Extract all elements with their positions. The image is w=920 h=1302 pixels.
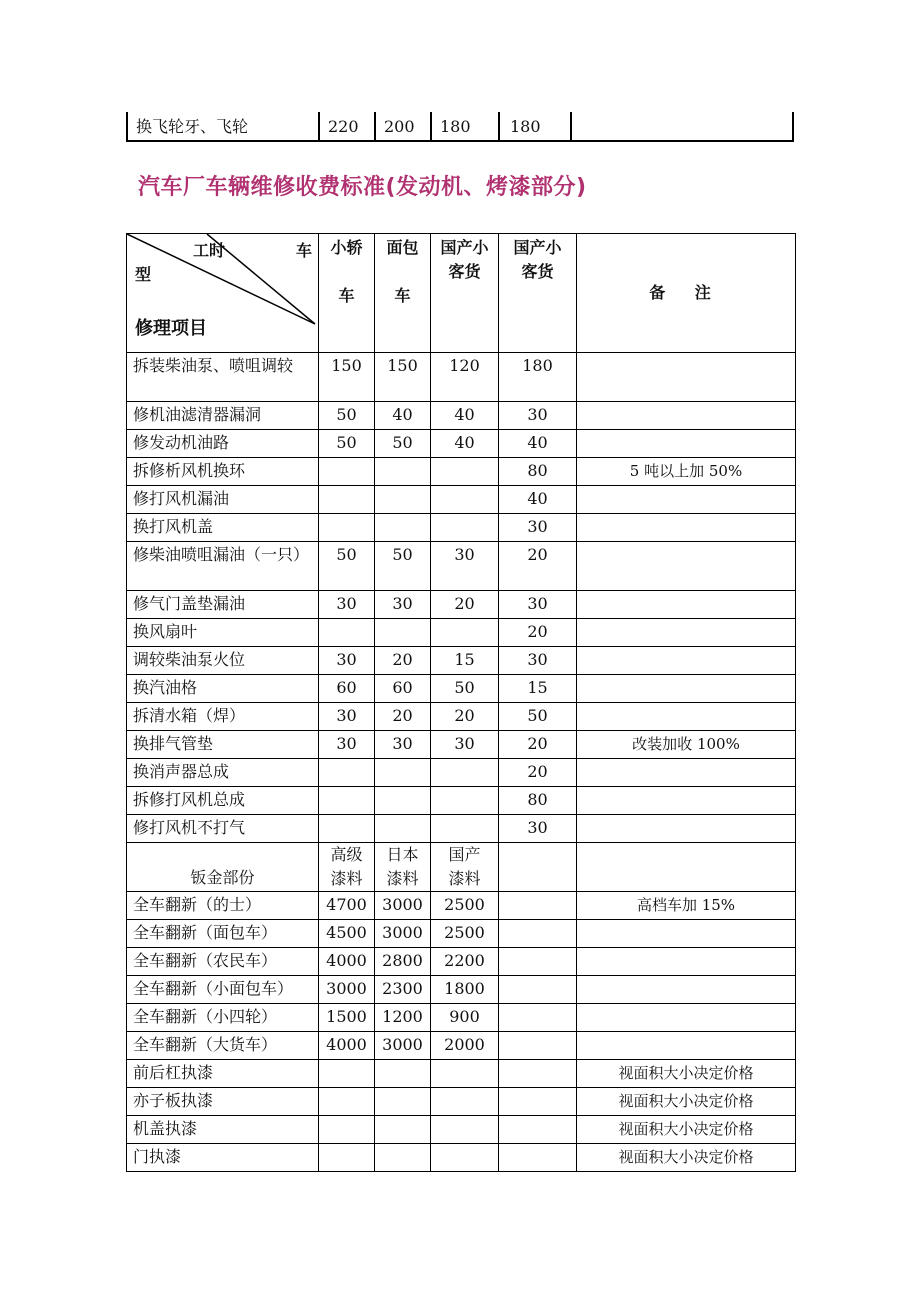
value-cell: 50 [319,430,375,458]
note-cell [577,948,796,976]
column-header-domestic-a [431,234,499,353]
item-cell: 换风扇叶 [127,619,319,647]
value-cell: 4500 [319,920,375,948]
table-row [127,353,796,402]
item-cell: 拆修打风机总成 [127,787,319,815]
table-row [127,787,796,815]
value-cell: 50 [375,542,431,591]
table-row [127,458,796,486]
value-cell [375,1060,431,1088]
table-row [127,1004,796,1032]
table-row [127,591,796,619]
item-cell: 门执漆 [127,1144,319,1172]
table-row [127,1144,796,1172]
item-cell: 拆清水箱（焊） [127,703,319,731]
value-cell: 220 [328,117,359,136]
value-cell: 20 [375,703,431,731]
table-row [127,647,796,675]
value-cell: 3000 [375,892,431,920]
item-cell: 全车翻新（小四轮） [127,1004,319,1032]
table-row [127,619,796,647]
table-row [127,920,796,948]
item-cell: 拆装柴油泵、喷咀调较 [127,353,319,402]
table-row [127,675,796,703]
value-cell [431,1088,499,1116]
table-row [127,759,796,787]
value-cell: 30 [319,703,375,731]
value-cell: 30 [499,647,577,675]
item-cell: 拆修析风机换环 [127,458,319,486]
value-cell [319,486,375,514]
value-cell: 150 [375,353,431,402]
paint-header-row [127,843,796,892]
paint-label: 漆料 [330,869,363,888]
value-cell: 30 [499,402,577,430]
table-row [127,892,796,920]
table-row [127,976,796,1004]
value-cell [375,1088,431,1116]
continuation-row [126,112,794,142]
note-cell [577,647,796,675]
value-cell [375,458,431,486]
paint-label: 高级 [330,845,363,864]
table-row [127,514,796,542]
value-cell [499,1004,577,1032]
item-cell: 换汽油格 [127,675,319,703]
value-cell [375,1116,431,1144]
note-cell [577,353,796,402]
value-cell: 4000 [319,948,375,976]
item-cell: 修柴油喷咀漏油（一只） [127,542,319,591]
value-cell [319,1144,375,1172]
table-row [127,430,796,458]
item-cell: 全车翻新（小面包车） [127,976,319,1004]
note-cell: 改装加收 100% [577,731,796,759]
paint-grade-high [319,843,375,892]
header-vehicle-label-a: 车 [295,241,312,260]
header-text: 车 [394,286,411,305]
value-cell: 40 [499,430,577,458]
note-cell [577,402,796,430]
item-cell: 亦子板执漆 [127,1088,319,1116]
value-cell: 60 [319,675,375,703]
table-row [127,1116,796,1144]
header-text: 小轿 [330,238,363,257]
table-row [127,815,796,843]
value-cell [431,815,499,843]
value-cell [499,976,577,1004]
row-border [318,112,320,140]
value-cell: 30 [499,815,577,843]
header-vehicle-label-b: 型 [135,265,152,284]
value-cell: 1500 [319,1004,375,1032]
value-cell: 40 [375,402,431,430]
value-cell: 20 [431,591,499,619]
header-text: 客货 [521,262,554,281]
value-cell [431,1060,499,1088]
item-cell: 全车翻新（面包车） [127,920,319,948]
value-cell: 150 [319,353,375,402]
paint-label: 国产 [448,845,481,864]
value-cell: 20 [499,542,577,591]
page-title: 汽车厂车辆维修收费标准(发动机、烤漆部分) [138,175,587,200]
value-cell: 20 [375,647,431,675]
table-row [127,1088,796,1116]
table-row [127,731,796,759]
item-cell: 换排气管垫 [127,731,319,759]
value-cell [499,948,577,976]
note-cell [577,703,796,731]
note-cell [577,1004,796,1032]
value-cell: 80 [499,458,577,486]
value-cell [499,1116,577,1144]
value-cell: 2000 [431,1032,499,1060]
paint-grade-domestic [431,843,499,892]
header-text: 客货 [448,262,481,281]
note-cell: 视面积大小决定价格 [577,1088,796,1116]
value-cell [431,759,499,787]
value-cell: 200 [384,117,415,136]
value-cell: 4700 [319,892,375,920]
item-cell: 前后杠执漆 [127,1060,319,1088]
value-cell: 180 [510,117,541,136]
sheet-metal-label: 钣金部份 [127,843,319,892]
value-cell [375,787,431,815]
value-cell: 2200 [431,948,499,976]
value-cell [319,1088,375,1116]
value-cell [499,892,577,920]
column-header-remarks: 备 注 [577,234,796,353]
value-cell: 4000 [319,1032,375,1060]
value-cell: 1800 [431,976,499,1004]
value-cell: 2500 [431,920,499,948]
header-repair-item-label: 修理项目 [135,318,207,339]
value-cell [375,619,431,647]
value-cell [319,458,375,486]
value-cell: 30 [375,731,431,759]
note-cell [577,759,796,787]
value-cell [499,1144,577,1172]
paint-label: 日本 [386,845,419,864]
diagonal-header-cell [127,234,319,353]
item-cell: 全车翻新（的士） [127,892,319,920]
value-cell: 40 [431,402,499,430]
item-cell: 全车翻新（大货车） [127,1032,319,1060]
value-cell: 2800 [375,948,431,976]
value-cell [499,920,577,948]
value-cell [375,1144,431,1172]
value-cell [319,619,375,647]
item-cell: 修气门盖垫漏油 [127,591,319,619]
value-cell: 50 [319,542,375,591]
item-cell: 全车翻新（农民车） [127,948,319,976]
value-cell [431,787,499,815]
table-row [127,1060,796,1088]
row-border [374,112,376,140]
value-cell: 20 [499,759,577,787]
value-cell: 30 [319,591,375,619]
value-cell: 900 [431,1004,499,1032]
row-border [126,112,128,140]
row-border [498,112,500,140]
note-cell [577,430,796,458]
value-cell [375,759,431,787]
item-cell: 换打风机盖 [127,514,319,542]
value-cell: 20 [499,619,577,647]
value-cell: 180 [440,117,471,136]
empty-cell [577,843,796,892]
note-cell: 视面积大小决定价格 [577,1060,796,1088]
value-cell [375,486,431,514]
table-header-row [127,234,796,353]
note-cell [577,542,796,591]
column-header-van [375,234,431,353]
note-cell [577,976,796,1004]
value-cell [431,458,499,486]
value-cell [319,759,375,787]
header-text: 国产小 [513,238,562,257]
value-cell: 30 [431,542,499,591]
value-cell [375,514,431,542]
value-cell: 30 [319,647,375,675]
value-cell [319,787,375,815]
table-row [127,486,796,514]
value-cell: 180 [499,353,577,402]
item-cell: 修打风机漏油 [127,486,319,514]
header-text: 面包 [386,238,419,257]
value-cell [499,1060,577,1088]
value-cell: 2500 [431,892,499,920]
row-border [430,112,432,140]
table-row [127,1032,796,1060]
value-cell: 60 [375,675,431,703]
value-cell: 30 [499,514,577,542]
note-cell: 5 吨以上加 50% [577,458,796,486]
value-cell: 15 [431,647,499,675]
value-cell: 3000 [375,1032,431,1060]
note-cell: 高档车加 15% [577,892,796,920]
item-cell: 换飞轮牙、飞轮 [136,117,249,136]
value-cell: 120 [431,353,499,402]
fee-table [126,233,796,1172]
value-cell [499,1032,577,1060]
value-cell: 2300 [375,976,431,1004]
item-cell: 修机油滤清器漏洞 [127,402,319,430]
value-cell [375,815,431,843]
table-row [127,948,796,976]
value-cell: 50 [431,675,499,703]
row-border [570,112,572,140]
column-header-sedan [319,234,375,353]
note-cell [577,514,796,542]
value-cell: 40 [499,486,577,514]
row-border [792,112,794,140]
value-cell [431,486,499,514]
value-cell: 15 [499,675,577,703]
value-cell [499,1088,577,1116]
note-cell: 视面积大小决定价格 [577,1116,796,1144]
value-cell: 20 [431,703,499,731]
value-cell: 1200 [375,1004,431,1032]
table-row [127,402,796,430]
paint-label: 漆料 [386,869,419,888]
value-cell: 30 [431,731,499,759]
value-cell [319,514,375,542]
empty-cell [499,843,577,892]
value-cell [431,619,499,647]
value-cell [431,514,499,542]
value-cell [431,1144,499,1172]
note-cell: 视面积大小决定价格 [577,1144,796,1172]
item-cell: 修发动机油路 [127,430,319,458]
note-cell [577,619,796,647]
value-cell: 3000 [375,920,431,948]
note-cell [577,787,796,815]
header-text: 国产小 [440,238,489,257]
header-text: 车 [338,286,355,305]
paint-grade-japan [375,843,431,892]
header-hours-label: 工时 [193,241,226,260]
note-cell [577,591,796,619]
value-cell: 30 [375,591,431,619]
value-cell: 3000 [319,976,375,1004]
value-cell [319,815,375,843]
item-cell: 机盖执漆 [127,1116,319,1144]
table-row [127,542,796,591]
note-cell [577,675,796,703]
value-cell: 30 [499,591,577,619]
note-cell [577,920,796,948]
value-cell: 40 [431,430,499,458]
value-cell: 80 [499,787,577,815]
note-cell [577,1032,796,1060]
value-cell [319,1060,375,1088]
value-cell: 50 [499,703,577,731]
value-cell [431,1116,499,1144]
item-cell: 换消声器总成 [127,759,319,787]
table-row [127,703,796,731]
item-cell: 调较柴油泵火位 [127,647,319,675]
value-cell [319,1116,375,1144]
value-cell: 30 [319,731,375,759]
value-cell: 50 [319,402,375,430]
paint-label: 漆料 [448,869,481,888]
value-cell: 50 [375,430,431,458]
item-cell: 修打风机不打气 [127,815,319,843]
value-cell: 20 [499,731,577,759]
column-header-domestic-b [499,234,577,353]
note-cell [577,815,796,843]
note-cell [577,486,796,514]
